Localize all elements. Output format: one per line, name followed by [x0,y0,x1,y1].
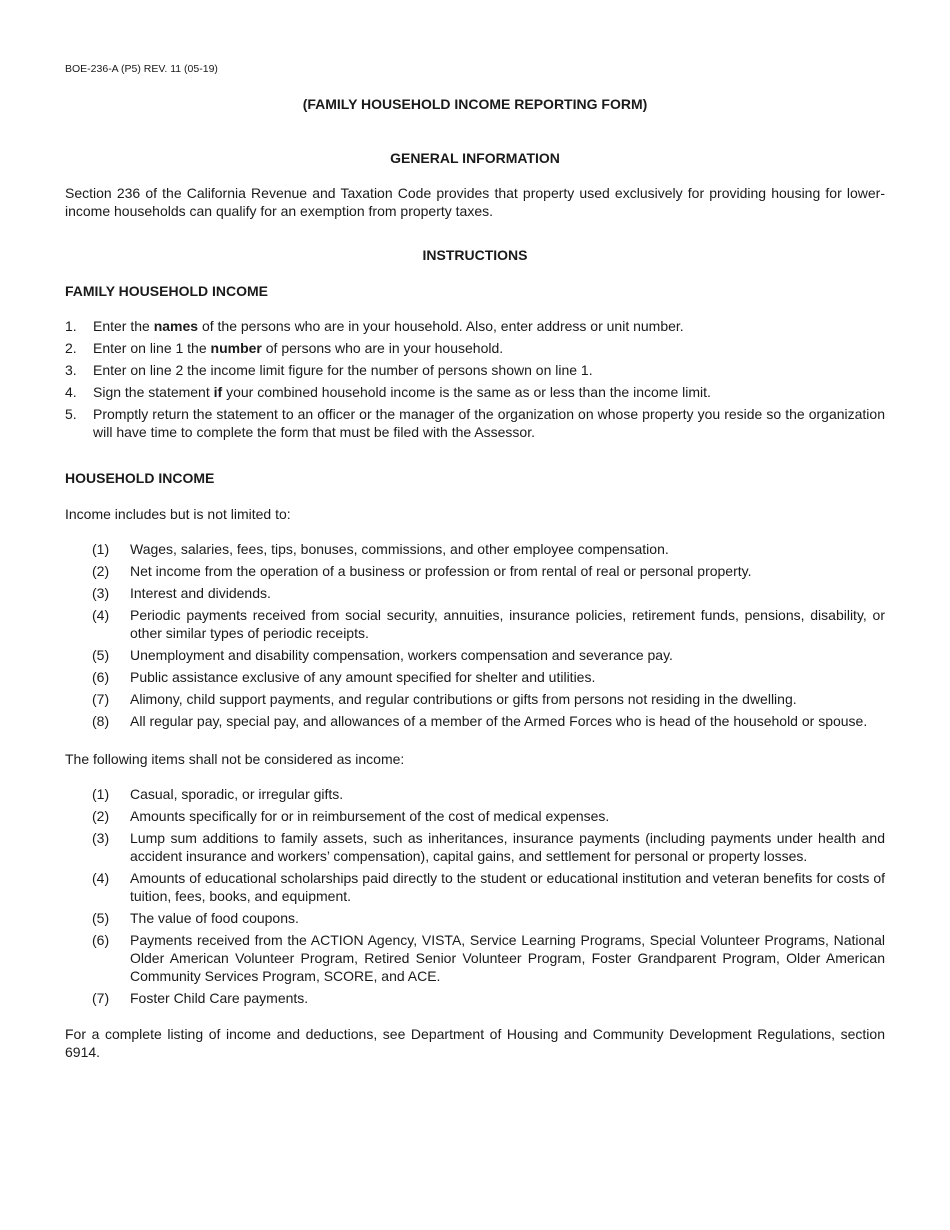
list-item-text: Amounts of educational scholarships paid directly to the student or educational institution and veteran benefits for costs of tuition, fees, books, and equipment. [130,870,885,904]
list-item [65,317,885,335]
list-item-number: (5) [92,647,110,663]
list-item-number: (1) [92,786,110,802]
list-item-number: (8) [92,713,110,729]
income-includes-intro: Income includes but is not limited to: [65,506,291,522]
household-income-heading: HOUSEHOLD INCOME [65,470,215,486]
list-item-text: Lump sum additions to family assets, such as inheritances, insurance payments (including payments under health and accident insurance and workers’ compensation), capital gains, and settlement for personal or property losses. [130,830,885,864]
list-item-text: Enter on line 1 the number of persons who are in your household. [93,340,504,356]
list-item-number: 4. [65,384,77,400]
family-income-list [65,317,885,441]
list-item-number: (5) [92,910,110,926]
general-info-heading: GENERAL INFORMATION [390,150,560,166]
list-item [65,383,885,401]
list-item [92,562,885,580]
list-item-text: Amounts specifically for or in reimbursement of the cost of medical expenses. [130,808,610,824]
list-item-text: Alimony, child support payments, and regular contributions or gifts from persons not residing in the dwelling. [130,691,797,707]
list-item-text: Public assistance exclusive of any amount specified for shelter and utilities. [130,669,596,685]
list-item [92,989,885,1007]
list-item-text: Net income from the operation of a business or profession or from rental of real or personal property. [130,563,752,579]
list-item-number: 2. [65,340,77,356]
list-item-number: (3) [92,830,110,846]
list-item-number: (4) [92,607,110,623]
list-item [92,829,885,865]
list-item-number: 3. [65,362,77,378]
list-item-text: All regular pay, special pay, and allowances of a member of the Armed Forces who is head of the household or spouse. [130,713,868,729]
income-excludes-intro: The following items shall not be considered as income: [65,751,405,767]
income-excludes-list [92,785,885,1007]
list-item [65,361,885,379]
list-item-text: Sign the statement if your combined household income is the same as or less than the income limit. [93,384,711,400]
list-item-number: (4) [92,870,110,886]
list-item-number: 1. [65,318,77,334]
instructions-heading: INSTRUCTIONS [422,247,528,263]
general-info-text: Section 236 of the California Revenue and Taxation Code provides that property used exclusively for providing housing for lower-income households can qualify for an exemption from property taxes. [65,185,885,219]
list-item-text: Promptly return the statement to an officer or the manager of the organization on whose property you reside so the organization will have time to complete the form that must be filed with the Assessor. [93,406,885,440]
form-title: (FAMILY HOUSEHOLD INCOME REPORTING FORM) [302,96,648,112]
list-item-number: (7) [92,990,110,1006]
list-item-number: (7) [92,691,110,707]
list-item [92,646,885,664]
list-item-number: (6) [92,932,110,948]
form-id: BOE-236-A (P5) REV. 11 (05-19) [65,63,218,75]
list-item [92,690,885,708]
list-item [92,869,885,905]
list-item-number: (1) [92,541,110,557]
list-item-number: (2) [92,563,110,579]
list-item-text: Enter the names of the persons who are in your household. Also, enter address or unit number. [93,318,684,334]
list-item-text: Casual, sporadic, or irregular gifts. [130,786,344,802]
income-includes-list [92,540,885,730]
list-item-text: Unemployment and disability compensation, workers compensation and severance pay. [130,647,673,663]
list-item-number: (6) [92,669,110,685]
list-item-text: The value of food coupons. [130,910,299,926]
list-item [92,584,885,602]
list-item-number: 5. [65,406,77,422]
list-item [92,931,885,985]
list-item [92,606,885,642]
list-item [92,540,885,558]
list-item-text: Periodic payments received from social security, annuities, insurance policies, retirement funds, pensions, disability, or other similar types of periodic receipts. [130,607,885,641]
list-item-number: (3) [92,585,110,601]
list-item [92,909,885,927]
list-item [92,807,885,825]
footer-note: For a complete listing of income and deductions, see Department of Housing and Community Development Regulations, section 6914. [65,1026,885,1060]
list-item-text: Enter on line 2 the income limit figure for the number of persons shown on line 1. [93,362,593,378]
list-item [65,405,885,441]
list-item [65,339,885,357]
list-item [92,712,885,730]
list-item [92,785,885,803]
list-item-text: Interest and dividends. [130,585,271,601]
family-income-heading: FAMILY HOUSEHOLD INCOME [65,283,269,299]
list-item [92,668,885,686]
list-item-text: Payments received from the ACTION Agency, VISTA, Service Learning Programs, Special Volunteer Programs, National Older American Volunteer Program, Retired Senior Volunteer Program, Foster Grandparent Program, Older American Community Services Program, SCORE, and ACE. [130,932,885,984]
list-item-text: Foster Child Care payments. [130,990,309,1006]
list-item-number: (2) [92,808,110,824]
list-item-text: Wages, salaries, fees, tips, bonuses, commissions, and other employee compensation. [130,541,669,557]
